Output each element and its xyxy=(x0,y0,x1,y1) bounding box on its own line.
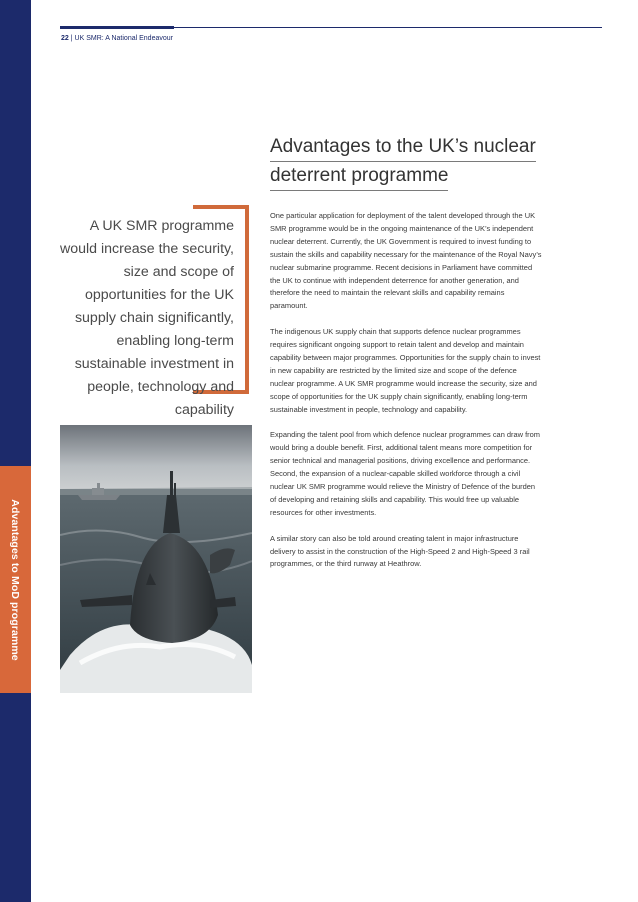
pull-quote: A UK SMR programme would increase the security, size and scope of opportunities for the UK supply chain significantly, enabling long-term sustainable investment in people, technology and capability xyxy=(59,218,234,418)
body-paragraph-4: A similar story can also be told around creating talent in major infrastructure delivery to assist in the construction of the High-Speed 2 and High-Speed 3 rail programmes, or the third runway at Heathrow. xyxy=(270,533,530,569)
section-title-line-2: deterrent programme xyxy=(270,162,448,191)
document-title: UK SMR: A National Endeavour xyxy=(74,35,173,42)
side-tab-label: Advantages to MoD programme xyxy=(9,499,21,661)
body-paragraph-1: One particular application for deployment of the talent developed through the UK SMR programme would be in the ongoing maintenance of the UK’s independent nuclear deterrent. Currently, the UK Government is required to invest funding to sustain the skills and capability necessary for the maintenance of the Royal Navy’s nuclear submarine programme. Recent decisions in Parliament have committed the UK to continue with independent deterrence for another generation, and therefore the need to maintain the relevant skills and capability remains paramount. xyxy=(270,211,542,311)
body-text xyxy=(270,210,542,584)
header-separator: | xyxy=(70,35,73,42)
body-paragraph-3: Expanding the talent pool from which defence nuclear programmes can draw from would bring a double benefit. First, additional talent means more competition for senior technical and managerial positions, driving excellence and performance. Second, the expansion of a nuclear-capable skilled workforce through a civil nuclear UK SMR programme would relieve the Ministry of Defence of the burden of developing and retaining skills and capability. This would free up valuable resources for other investments. xyxy=(270,430,540,517)
section-title-line-1: Advantages to the UK’s nuclear xyxy=(270,133,536,162)
left-margin-band xyxy=(0,0,31,902)
body-paragraph-2: The indigenous UK supply chain that supports defence nuclear programmes requires significant ongoing support to retain talent and develop and maintain capability between major programmes. Opportunities for the supply chain to invest in new capability are restricted by the limited size and scope of the defence nuclear programme. A UK SMR programme would increase the security, size and scope of opportunities for the UK supply chain significantly, enabling long-term sustainable investment in people, technology and capability. xyxy=(270,327,541,414)
section-title xyxy=(270,133,560,191)
header-rule-accent xyxy=(60,26,174,29)
page-number: 22 xyxy=(61,35,69,42)
running-header xyxy=(61,35,173,42)
submarine-photo xyxy=(60,425,252,693)
